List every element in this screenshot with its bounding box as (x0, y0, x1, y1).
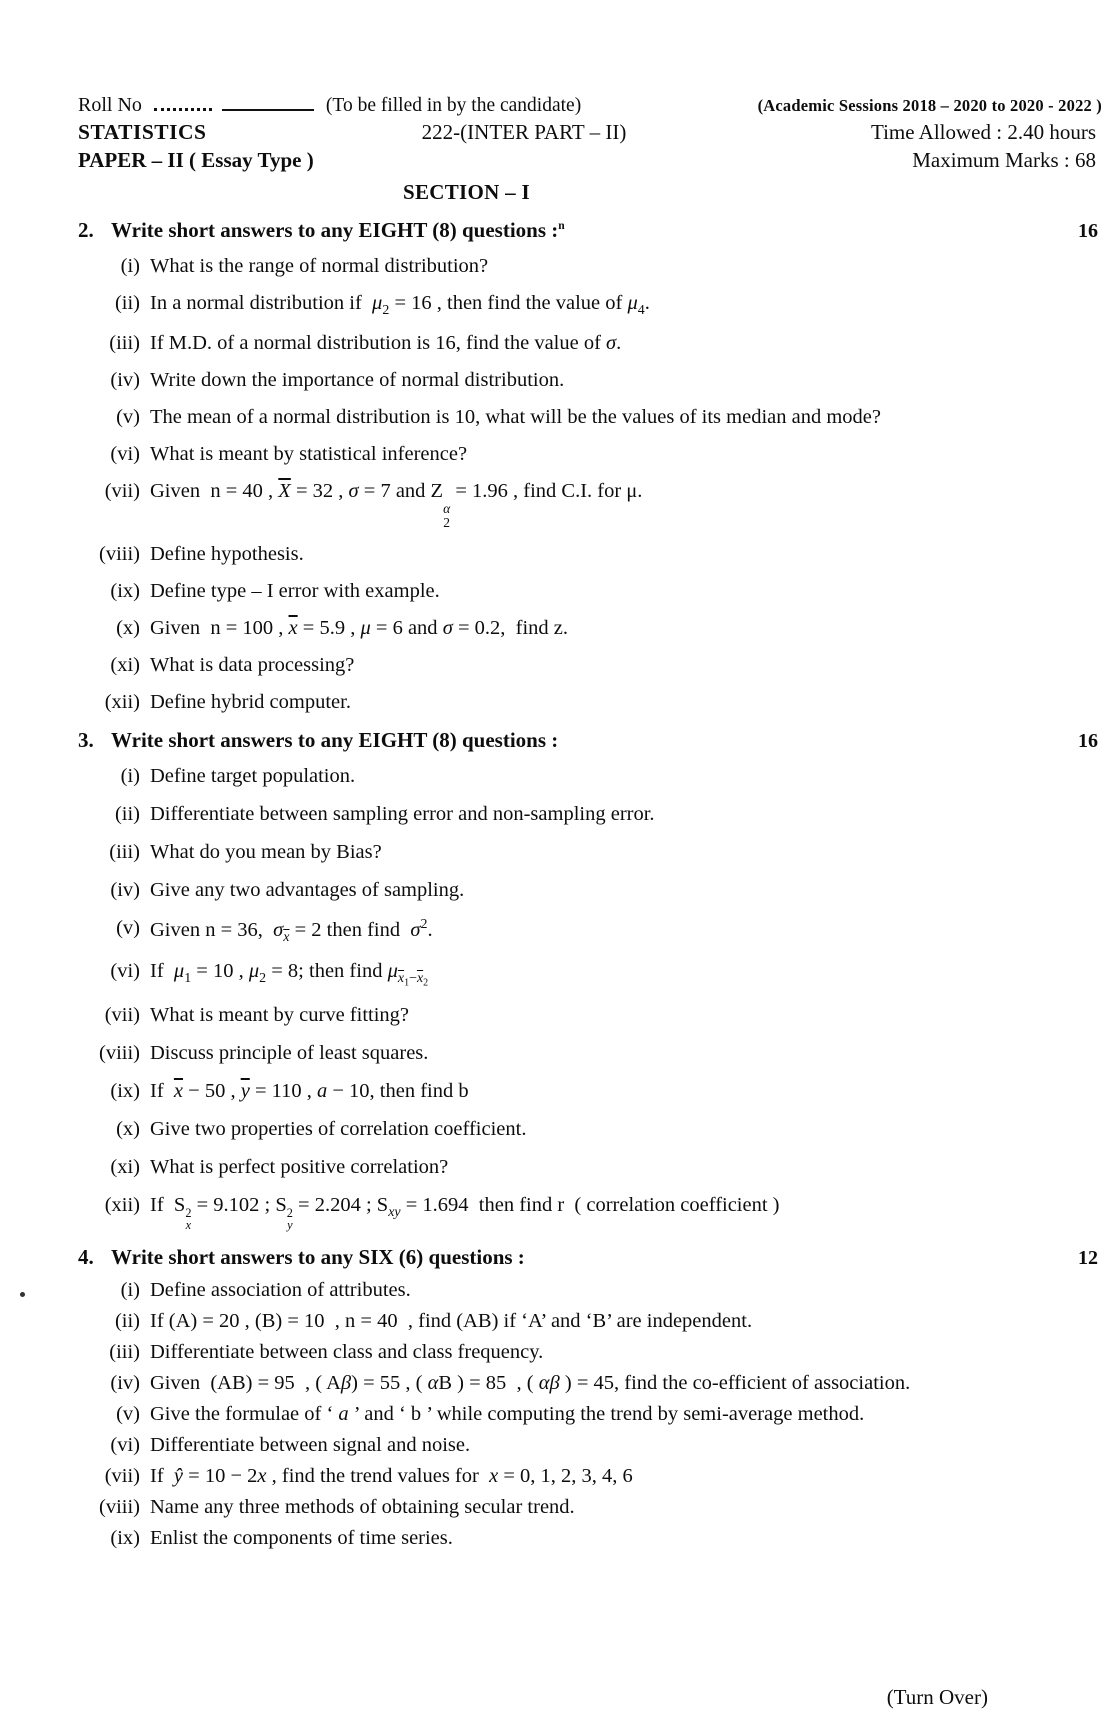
item-text: Enlist the components of time series. (150, 1526, 453, 1549)
item-text: What do you mean by Bias? (150, 841, 382, 864)
item-text: Give two properties of correlation coefficient. (150, 1118, 527, 1141)
question-item (78, 331, 1102, 356)
question (78, 728, 1102, 1231)
turn-over-note: (Turn Over) (886, 1685, 988, 1709)
item-text: If S 2 x = 9.102 ; S 2 y = 2.204 ; $S_{xy} = 1.694$ then find r ( correlation coefficient ) (150, 1194, 780, 1233)
item-text: In a normal distribution if $\mu_2 = 16$ , then find the value of $\mu_4$. (150, 292, 650, 319)
item-number: (xi) (110, 654, 140, 677)
paper-type: PAPER – II ( Essay Type ) (78, 147, 314, 172)
item-number: (v) (116, 917, 140, 940)
question-number: 4. (78, 1244, 94, 1269)
question-item (78, 1433, 1102, 1458)
question-item (78, 1309, 1102, 1334)
question-item (78, 1079, 1102, 1104)
item-text: If $\overline{x} - 50$ , $\overline{y} = 110$ , a − 10, then find b (150, 1080, 469, 1103)
item-number: (i) (120, 765, 140, 788)
question-marks: 12 (1078, 1246, 1098, 1269)
item-text: If $\mu_1 = 10$ , $\mu_2 = 8$; then find $\mu_{\overline{x}_1-\overline{x}_2}$ (150, 960, 429, 989)
sessions-note: (Academic Sessions 2018 – 2020 to 2020 - 2022 ) (757, 96, 1102, 115)
item-text: Give any two advantages of sampling. (150, 879, 465, 902)
question-item (78, 1155, 1102, 1180)
item-text: Differentiate between sampling error and non-sampling error. (150, 803, 655, 826)
item-number: (x) (116, 1118, 140, 1141)
question-item (78, 1340, 1102, 1365)
item-text: Given n = 40 , $\overline{X} = 32$ , σ = 7 and Z α 2 = 1.96 , find C.I. for μ. (150, 480, 643, 531)
item-number: (iv) (110, 369, 140, 392)
item-number: (ii) (114, 292, 140, 315)
item-text: What is meant by statistical inference? (150, 443, 468, 466)
subject-title: STATISTICS (78, 120, 207, 144)
item-text: What is data processing? (150, 654, 355, 677)
item-number: (vii) (104, 480, 140, 503)
item-text: If M.D. of a normal distribution is 16, find the value of σ. (150, 332, 622, 355)
item-number: (vii) (104, 1004, 140, 1027)
item-text: If ŷ = 10 − 2x , find the trend values for x = 0, 1, 2, 3, 4, 6 (150, 1464, 633, 1487)
question-item (78, 1402, 1102, 1427)
item-number: (xii) (104, 1194, 140, 1217)
item-number: (iv) (110, 1371, 140, 1394)
item-number: (iii) (109, 841, 140, 864)
question-item (78, 690, 1102, 715)
time-allowed: Time Allowed : 2.40 hours (871, 120, 1096, 144)
question (78, 1245, 1102, 1551)
item-text: Name any three methods of obtaining secular trend. (150, 1495, 575, 1518)
question-number: 3. (78, 728, 94, 753)
item-text: What is the range of normal distribution? (150, 255, 489, 278)
item-number: (x) (116, 617, 140, 640)
item-text: Given (AB) = 95 , ( Aβ) = 55 , ( αB ) = 85 , ( αβ ) = 45, find the co-efficient of association. (150, 1371, 911, 1394)
roll-no-blank-dotted (154, 94, 212, 111)
item-number: (v) (116, 406, 140, 429)
paper-code: 222-(INTER PART – II) (421, 120, 627, 144)
item-number: (viii) (99, 1042, 140, 1065)
roll-no-blank-solid (222, 95, 314, 111)
question-item (78, 291, 1102, 319)
item-number: (ix) (110, 580, 140, 603)
item-text: Give the formulae of ‘ a ’ and ‘ b ’ while computing the trend by semi-average method. (150, 1402, 865, 1425)
item-number: (xii) (104, 691, 140, 714)
question-item (78, 1495, 1102, 1520)
item-number: (ii) (114, 1309, 140, 1332)
item-number: (vi) (110, 443, 140, 466)
question-heading: Write short answers to any EIGHT (8) questions :$^n$ (111, 218, 565, 243)
question-item (78, 1371, 1102, 1396)
question-heading-row (78, 728, 1102, 753)
item-number: (iii) (109, 332, 140, 355)
question-item (78, 878, 1102, 903)
question-number: 2. (78, 218, 94, 243)
item-number: (v) (116, 1402, 140, 1425)
item-text: Define hypothesis. (150, 543, 304, 566)
item-text: Write down the importance of normal distribution. (150, 369, 565, 392)
item-number: (i) (120, 1278, 140, 1301)
question-item (78, 442, 1102, 467)
question-item (78, 959, 1102, 990)
item-text: Differentiate between signal and noise. (150, 1433, 471, 1456)
item-text: Given n = 100 , $\overline{x} = 5.9$ , μ = 6 and σ = 0.2, find z. (150, 617, 568, 640)
question-item (78, 1464, 1102, 1489)
item-number: (viii) (99, 1495, 140, 1518)
question-heading-row (78, 218, 1102, 243)
question-item (78, 479, 1102, 530)
header-grid (78, 119, 1102, 174)
item-text: What is meant by curve fitting? (150, 1004, 410, 1027)
question-item (78, 764, 1102, 789)
question-item (78, 840, 1102, 865)
question-marks: 16 (1078, 730, 1098, 753)
roll-no-label: Roll No (78, 94, 142, 116)
question (78, 218, 1102, 715)
question-heading-row (78, 1245, 1102, 1270)
max-marks: Maximum Marks : 68 (912, 147, 1096, 172)
item-number: (iii) (109, 1340, 140, 1363)
candidate-note: (To be filled in by the candidate) (325, 95, 582, 116)
question-item (78, 1041, 1102, 1066)
question-item (78, 542, 1102, 567)
item-number: (viii) (99, 543, 140, 566)
question-heading: Write short answers to any SIX (6) questions : (111, 1244, 525, 1269)
question-item (78, 368, 1102, 393)
item-text: Define association of attributes. (150, 1278, 411, 1301)
item-number: (xi) (110, 1156, 140, 1179)
question-item (78, 802, 1102, 827)
item-text: Define target population. (150, 765, 356, 788)
question-item (78, 1526, 1102, 1551)
item-number: (vi) (110, 1433, 140, 1456)
item-text: Define type – I error with example. (150, 580, 440, 603)
item-text: Given n = 36, $\sigma_{\overline{x}} = 2$ then find $\sigma^2$. (150, 917, 433, 946)
item-text: If (A) = 20 , (B) = 10 , n = 40 , find (AB) if ‘A’ and ‘B’ are independent. (150, 1309, 753, 1332)
header (78, 94, 1102, 205)
item-number: (ix) (110, 1080, 140, 1103)
item-number: (vii) (104, 1464, 140, 1487)
roll-no-line (78, 94, 1102, 117)
item-number: (iv) (110, 879, 140, 902)
question-item (78, 1278, 1102, 1303)
question-item (78, 405, 1102, 430)
scan-artifact-dot (20, 1292, 25, 1297)
question-item (78, 1117, 1102, 1142)
questions (78, 218, 1102, 1551)
question-item (78, 1003, 1102, 1028)
item-number: (ix) (110, 1526, 140, 1549)
section-title: SECTION – I (403, 180, 531, 205)
item-text: Discuss principle of least squares. (150, 1042, 429, 1065)
question-item (78, 254, 1102, 279)
item-text: Define hybrid computer. (150, 691, 351, 714)
question-item (78, 1193, 1102, 1232)
question-item (78, 653, 1102, 678)
question-item (78, 579, 1102, 604)
item-number: (i) (120, 255, 140, 278)
question-item (78, 616, 1102, 641)
question-marks: 16 (1078, 220, 1098, 243)
item-number: (vi) (110, 960, 140, 983)
question-item (78, 916, 1102, 946)
item-text: Differentiate between class and class frequency. (150, 1340, 544, 1363)
item-text: The mean of a normal distribution is 10, what will be the values of its median and mode? (150, 406, 881, 429)
item-text: What is perfect positive correlation? (150, 1156, 449, 1179)
question-heading: Write short answers to any EIGHT (8) questions : (111, 728, 559, 753)
item-number: (ii) (114, 803, 140, 826)
